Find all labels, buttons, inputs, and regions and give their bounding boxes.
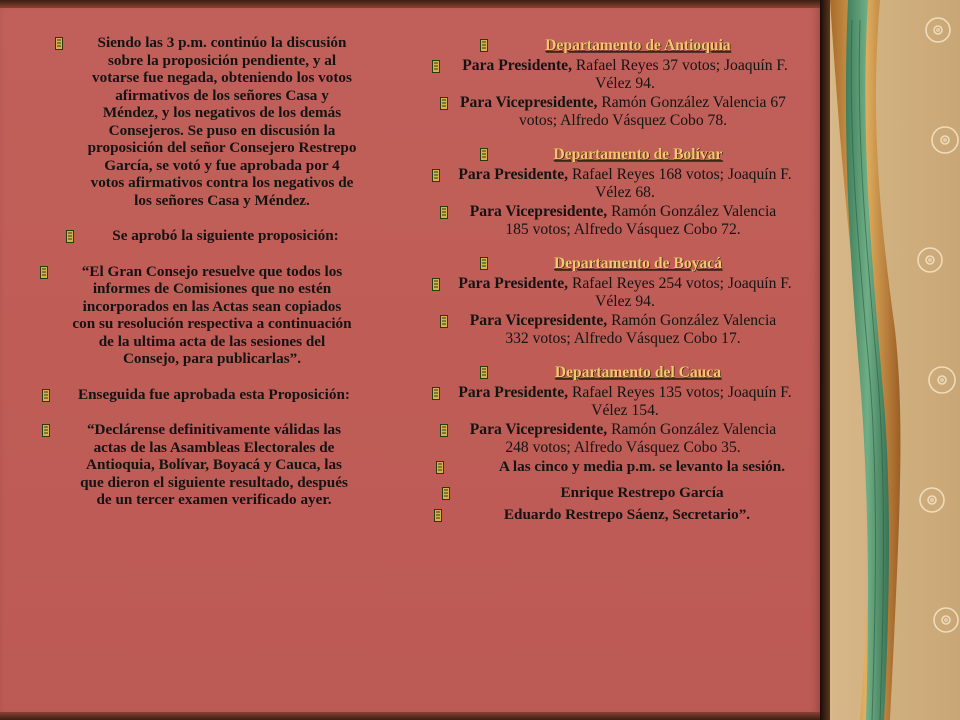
antioquia-vicepresident <box>458 94 788 129</box>
closing-line <box>492 458 792 476</box>
bolivar-president <box>452 166 798 201</box>
paragraph-declarense-text: “Declárense definitivamente válidas las actas de las Asambleas Electorales de Antioquia, Bolívar, Boyacá y Cauca, las que dieron el siguiente resultado, después de un tercer examen verificado ayer. <box>80 421 348 508</box>
scroll-bullet-icon <box>66 230 74 243</box>
scroll-bullet-icon <box>436 461 444 474</box>
scroll-bullet-icon <box>42 424 50 437</box>
paragraph-enseguida <box>74 386 354 404</box>
president-label: Para Presidente, <box>458 384 569 401</box>
signature-secretary-text: Eduardo Restrepo Sáenz, Secretario”. <box>503 506 751 523</box>
president-votes: Rafael Reyes 254 votos; Joaquín F. Vélez 94. <box>568 275 792 310</box>
signature-secretary <box>452 506 802 524</box>
antioquia-president <box>452 57 798 92</box>
scroll-bullet-icon <box>432 387 440 400</box>
president-votes: Rafael Reyes 37 votos; Joaquín F. Vélez 94. <box>571 57 788 92</box>
paragraph-approved-text: Se aprobó la siguiente proposición: <box>112 227 339 244</box>
heading-boyaca <box>508 255 768 272</box>
paragraph-gran-consejo-text: “El Gran Consejo resuelve que todos los informes de Comisiones que no estén incorporados en las Actas sean copiados con su resolución respectiva a continuación de la ultima acta de las sesiones del Consejo, para publicarlas”. <box>72 262 352 367</box>
president-votes: Rafael Reyes 135 votos; Joaquín F. Vélez 154. <box>568 384 792 419</box>
scroll-bullet-icon <box>440 424 448 437</box>
floral-decor-panel <box>820 0 960 720</box>
heading-bolivar-text: Departamento de Bolívar <box>553 146 723 163</box>
scroll-bullet-icon <box>440 97 448 110</box>
scroll-bullet-icon <box>432 278 440 291</box>
scroll-bullet-icon <box>42 389 50 402</box>
signature-president <box>492 484 792 502</box>
heading-bolivar <box>508 146 768 163</box>
boyaca-vicepresident <box>458 312 788 347</box>
scroll-bullet-icon <box>480 39 488 52</box>
vicepresident-votes: Ramón González Valencia 332 votos; Alfredo Vásquez Cobo 17. <box>505 312 777 347</box>
heading-antioquia <box>508 37 768 54</box>
heading-cauca <box>508 364 768 381</box>
paragraph-gran-consejo <box>72 263 352 368</box>
cauca-president <box>452 384 798 419</box>
president-label: Para Presidente, <box>462 57 572 74</box>
vicepresident-label: Para Vicepresidente, <box>469 312 608 329</box>
paragraph-declarense <box>74 421 354 509</box>
scroll-bullet-icon <box>440 315 448 328</box>
president-label: Para Presidente, <box>458 166 569 183</box>
scroll-bullet-icon <box>434 509 442 522</box>
left-column <box>32 34 357 509</box>
paragraph-session-text: Siendo las 3 p.m. continúo la discusión sobre la proposición pendiente, y al votarse fue negada, obteniendo los votos afirmativos de los señores Casa y Méndez, y los negativos de los demás Consejeros. Se puso en discusión la proposición del señor Consejero Restrepo García, se votó y fue aprobada por 4 votos afirmativos contra los negativos de los señores Casa y Méndez. <box>87 34 357 209</box>
vicepresident-votes: Ramón González Valencia 248 votos; Alfredo Vásquez Cobo 35. <box>505 421 777 456</box>
paragraph-enseguida-text: Enseguida fue aprobada esta Proposición: <box>77 385 350 403</box>
vicepresident-label: Para Vicepresidente, <box>460 94 598 111</box>
scroll-bullet-icon <box>480 366 488 379</box>
heading-boyaca-text: Departamento de Boyacá <box>553 255 723 272</box>
scroll-bullet-icon <box>432 169 440 182</box>
cauca-vicepresident <box>458 421 788 456</box>
scroll-bullet-icon <box>40 266 48 279</box>
bottom-border <box>0 712 826 720</box>
scroll-bullet-icon <box>432 60 440 73</box>
boyaca-president <box>452 275 798 310</box>
paragraph-approved <box>98 227 353 245</box>
closing-text: A las cinco y media p.m. se levanto la sesión. <box>498 458 786 475</box>
scroll-bullet-icon <box>55 37 63 50</box>
vicepresident-label: Para Vicepresidente, <box>469 203 608 220</box>
vicepresident-votes: Ramón González Valencia 67 votos; Alfredo Vásquez Cobo 78. <box>518 94 786 129</box>
president-label: Para Presidente, <box>458 275 569 292</box>
scroll-bullet-icon <box>480 148 488 161</box>
scroll-bullet-icon <box>440 206 448 219</box>
scroll-bullet-icon <box>442 487 450 500</box>
bolivar-vicepresident <box>458 203 788 238</box>
right-column <box>428 37 810 524</box>
vicepresident-votes: Ramón González Valencia 185 votos; Alfredo Vásquez Cobo 72. <box>505 203 777 238</box>
paragraph-session <box>87 34 357 209</box>
signature-president-text: Enrique Restrepo García <box>560 483 724 501</box>
heading-cauca-text: Departamento del Cauca <box>554 364 722 381</box>
heading-antioquia-text: Departamento de Antioquia <box>545 37 731 54</box>
vicepresident-label: Para Vicepresidente, <box>469 421 608 438</box>
scroll-bullet-icon <box>480 257 488 270</box>
president-votes: Rafael Reyes 168 votos; Joaquín F. Vélez 68. <box>568 166 792 201</box>
top-border <box>0 0 826 8</box>
